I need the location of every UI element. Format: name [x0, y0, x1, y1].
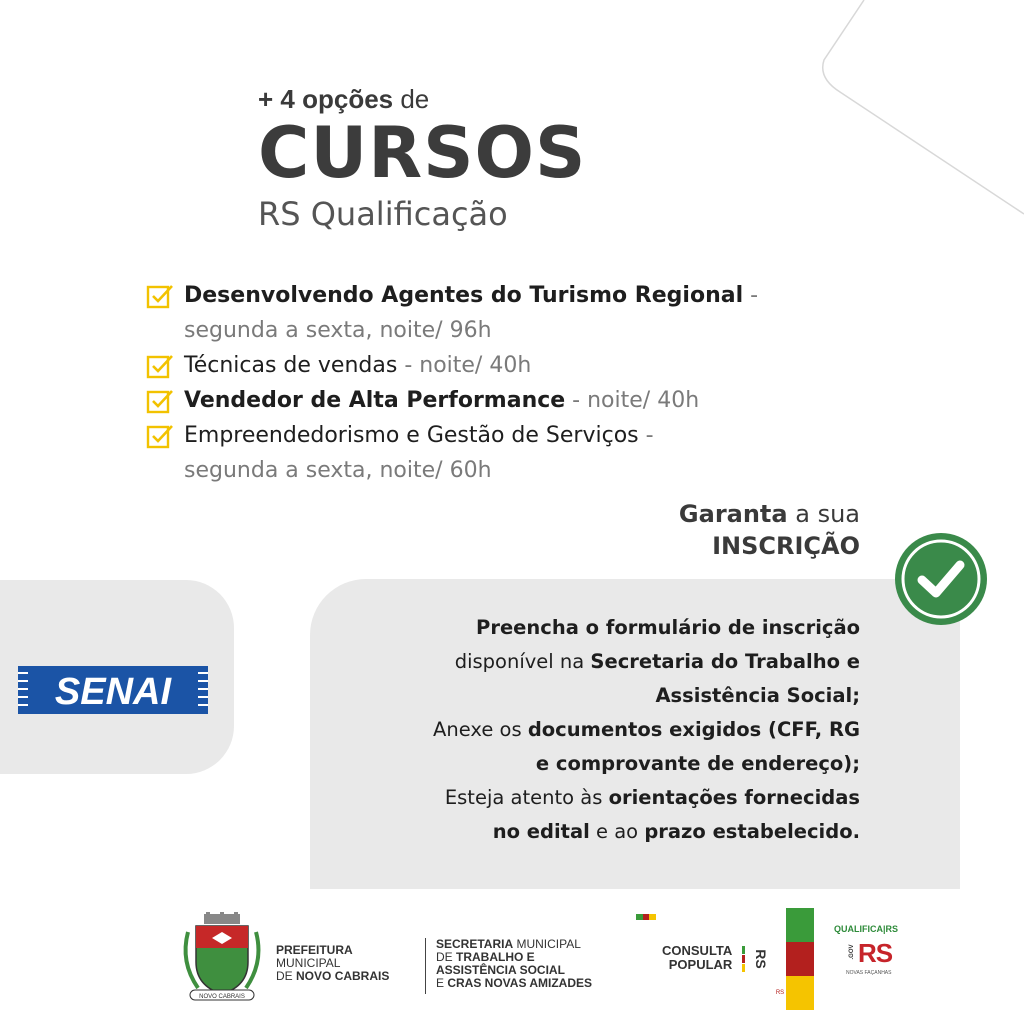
course-item: Empreendedorismo e Gestão de Serviços - segunda a sexta, noite/ 60h [146, 418, 806, 488]
course-name: Empreendedorismo e Gestão de Serviços [184, 423, 639, 448]
course-detail: noite/ 40h [580, 388, 700, 413]
course-detail: segunda a sexta, noite/ 96h [184, 318, 492, 343]
senai-logo-text: SENAI [54, 671, 172, 713]
course-name: Técnicas de vendas [184, 353, 398, 378]
svg-text:RS: RS [753, 949, 769, 969]
rs-flag-bar [775, 908, 814, 1010]
course-name: Desenvolvendo Agentes do Turismo Regional [184, 283, 744, 308]
course-item: Técnicas de vendas - noite/ 40h [146, 348, 806, 383]
page-title: CURSOS [258, 112, 587, 194]
footer-divider [425, 938, 426, 994]
checkbox-check-icon [146, 282, 174, 310]
cta-heading: Garanta a sua INSCRIÇÃO [678, 500, 860, 560]
checkbox-check-icon [146, 387, 174, 415]
svg-text:.GOV: .GOV [849, 944, 855, 960]
rs-flag-icon [636, 914, 656, 920]
decorative-curve [824, 0, 1024, 220]
qualifica-rs-logo: RS [858, 938, 893, 968]
municipal-crest-icon [176, 912, 268, 1004]
svg-text:RS: RS [775, 990, 785, 996]
course-detail: segunda a sexta, noite/ 60h [184, 458, 492, 483]
page-subtitle: RS Qualificação [258, 195, 508, 233]
header-prefix: + 4 opções de [258, 84, 430, 114]
course-detail: noite/ 40h [412, 353, 532, 378]
course-name: Vendedor de Alta Performance [184, 388, 566, 413]
secretaria-label: SECRETARIA MUNICIPAL DE TRABALHO E ASSISTÊNCIA SOCIAL E CRAS NOVAS AMIZADES [436, 937, 593, 990]
prefeitura-label: PREFEITURA MUNICIPAL DE NOVO CABRAIS [276, 943, 390, 983]
instructions-text: Preencha o formulário de inscrição disponível na Secretaria do Trabalho e Assistência Social; Anexe os documentos exigidos (CFF, RG e comprovante de endereço); Esteja atento às orientações fornecidas no edital e ao prazo estabelecido. [433, 616, 860, 843]
qualifica-rs-label: QUALIFICA|RS [834, 924, 899, 934]
cta-inscricao: INSCRIÇÃO [712, 532, 860, 560]
consulta-popular-logo: CONSULTA POPULAR [662, 943, 733, 972]
novas-facanhas-label: NOVAS FAÇANHAS [846, 970, 892, 976]
course-item: Vendedor de Alta Performance - noite/ 40h [146, 383, 806, 418]
check-circle-icon [894, 532, 988, 626]
senai-logo [18, 666, 208, 714]
course-item: Desenvolvendo Agentes do Turismo Regional - segunda a sexta, noite/ 96h [146, 278, 806, 348]
checkbox-check-icon [146, 422, 174, 450]
header [258, 84, 586, 233]
svg-text:NOVO CABRAIS: NOVO CABRAIS [199, 994, 245, 1000]
checkbox-check-icon [146, 352, 174, 380]
gov-mark [848, 940, 858, 964]
course-list [146, 278, 806, 488]
consulta-rs-mark [742, 944, 769, 974]
